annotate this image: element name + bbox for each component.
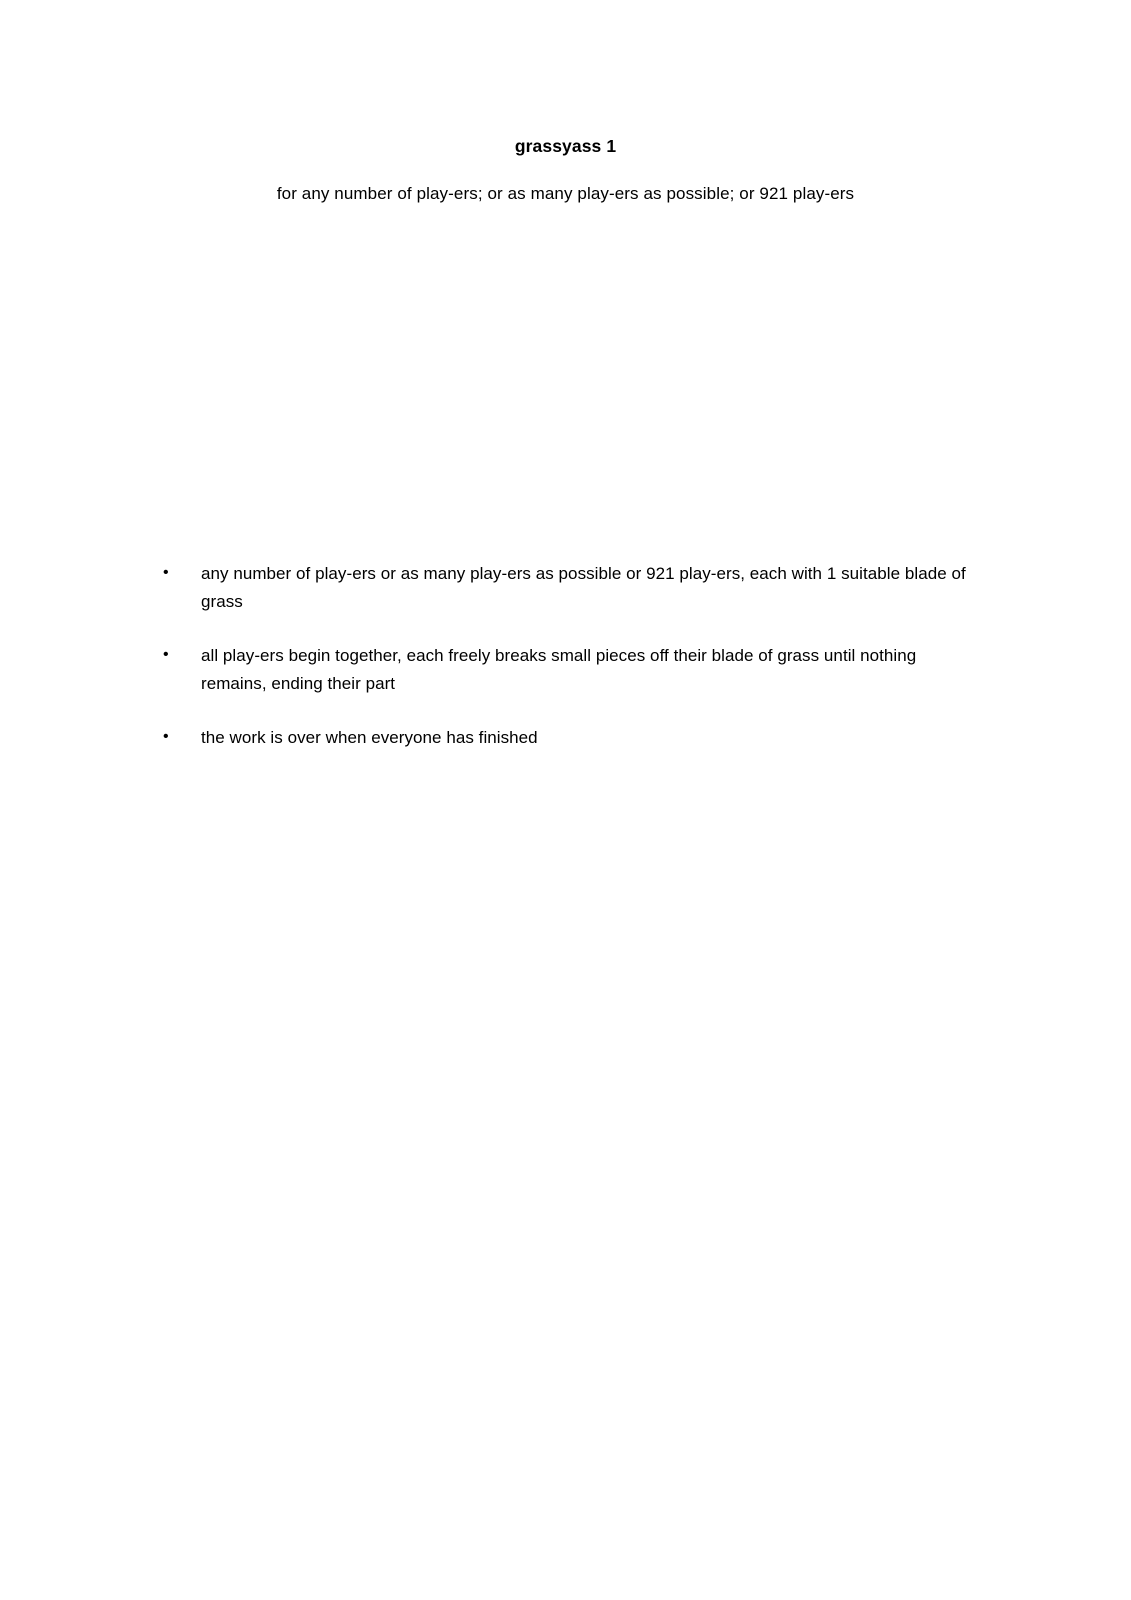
list-item-text: the work is over when everyone has finished [201,728,538,748]
list-item-text: any number of play-ers or as many play-ers as possible or 921 play-ers, each with 1 suitable blade of grass [201,564,966,611]
instructions-list [163,560,983,752]
list-item-text: all play-ers begin together, each freely breaks small pieces off their blade of grass until nothing remains, ending their part [201,646,917,693]
list-item [163,642,983,697]
page-title: grassyass 1 [514,136,617,156]
list-item [163,560,983,615]
bullet-icon: • [163,646,169,664]
list-item [163,724,983,752]
page-subtitle: for any number of play-ers; or as many play-ers as possible; or 921 play-ers [276,184,855,203]
bullet-icon: • [163,728,169,746]
bullet-icon: • [163,564,169,581]
